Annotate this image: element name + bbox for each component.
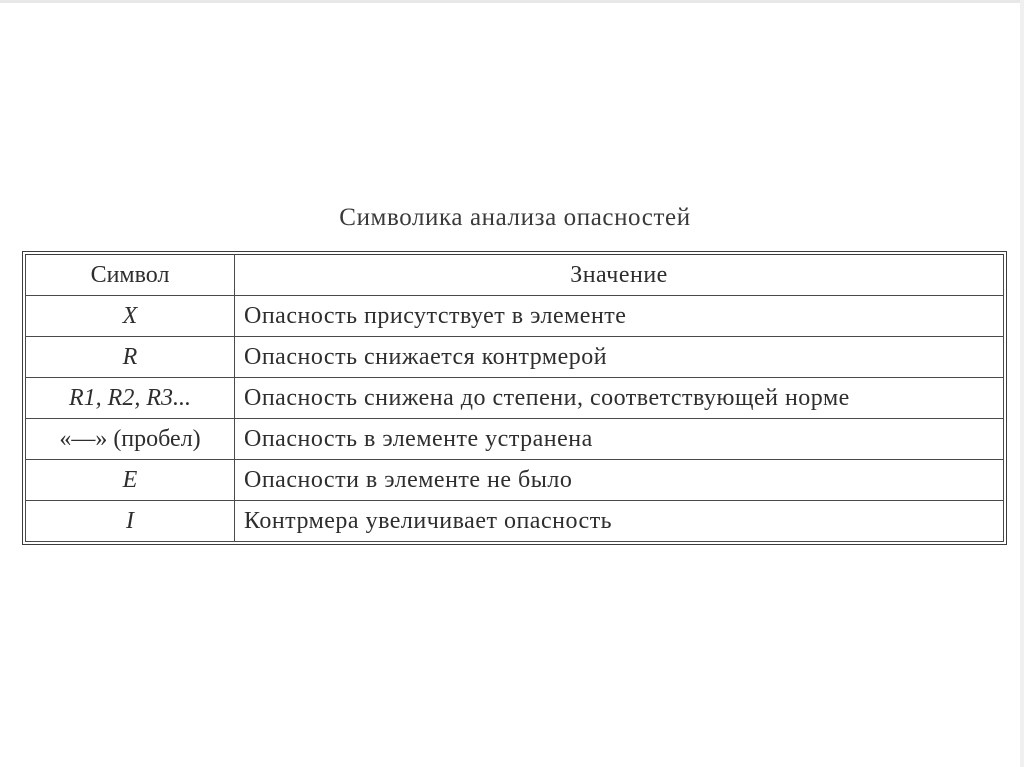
header-meaning: Значение: [235, 255, 1004, 296]
symbol-cell: X: [26, 296, 235, 337]
header-symbol: Символ: [26, 255, 235, 296]
meaning-cell: Опасность снижается контрмерой: [235, 337, 1004, 378]
symbol-cell: «—» (пробел): [26, 419, 235, 460]
slide-top-border: [0, 0, 1024, 3]
slide-right-border: [1020, 0, 1024, 767]
table-row: [26, 296, 1004, 337]
meaning-cell: Опасность снижена до степени, соответствующей норме: [235, 378, 1004, 419]
meaning-cell: Опасность в элементе устранена: [235, 419, 1004, 460]
symbol-cell: I: [26, 501, 235, 542]
hazard-symbols-table: [25, 254, 1004, 542]
table-row: [26, 378, 1004, 419]
meaning-cell: Контрмера увеличивает опасность: [235, 501, 1004, 542]
table-header-row: [26, 255, 1004, 296]
symbol-cell: R: [26, 337, 235, 378]
symbol-cell: E: [26, 460, 235, 501]
table-row: [26, 419, 1004, 460]
table-row: [26, 460, 1004, 501]
table-row: [26, 501, 1004, 542]
meaning-cell: Опасность присутствует в элементе: [235, 296, 1004, 337]
table-caption: Символика анализа опасностей: [339, 204, 691, 231]
table-row: [26, 337, 1004, 378]
meaning-cell: Опасности в элементе не было: [235, 460, 1004, 501]
symbol-cell: R1, R2, R3...: [26, 378, 235, 419]
